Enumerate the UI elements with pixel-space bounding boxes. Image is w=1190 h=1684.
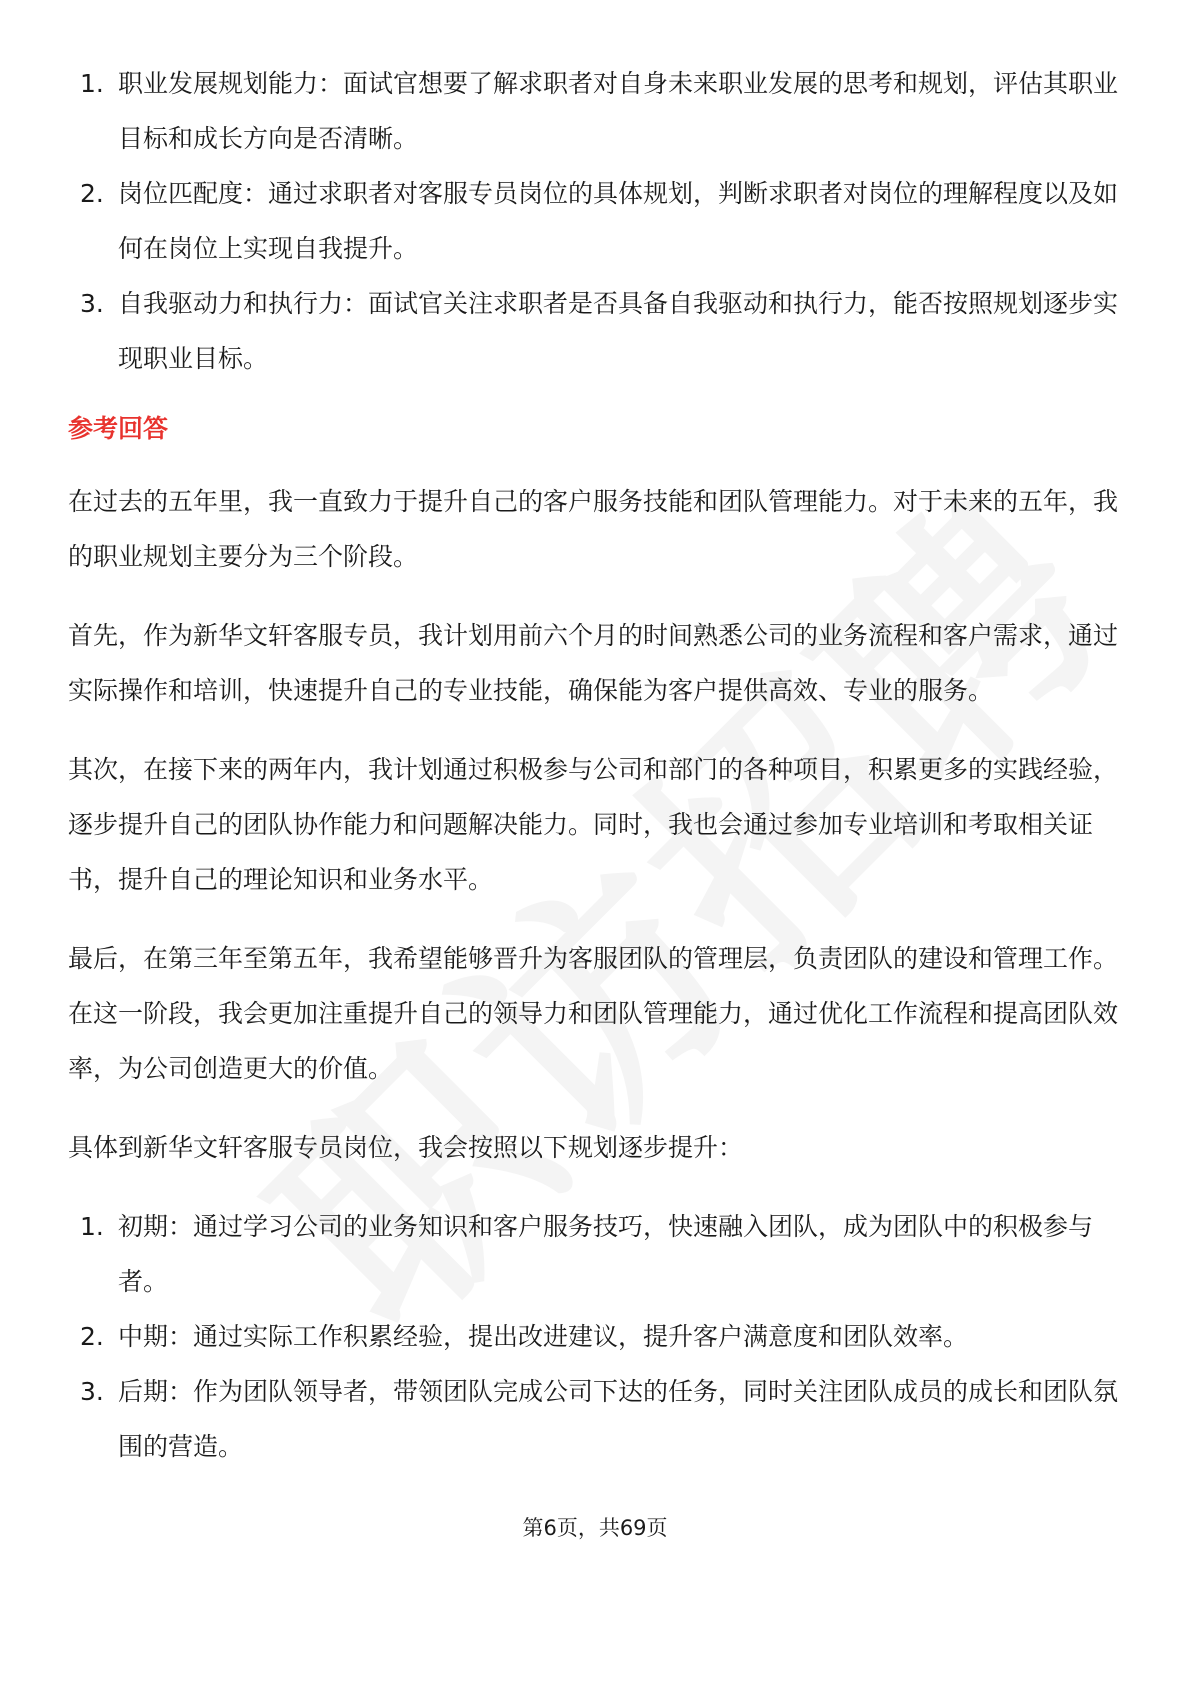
list-item bbox=[68, 1364, 1120, 1474]
list-text: 自我驱动力和执行力：面试官关注求职者是否具备自我驱动和执行力，能否按照规划逐步实现职业目标。 bbox=[118, 289, 1119, 373]
paragraph: 具体到新华文轩客服专员岗位，我会按照以下规划逐步提升： bbox=[68, 1133, 744, 1162]
page-content bbox=[68, 56, 1120, 1474]
list-text: 职业发展规划能力：面试官想要了解求职者对自身未来职业发展的思考和规划，评估其职业目标和成长方向是否清晰。 bbox=[118, 69, 1119, 153]
list-text: 初期：通过学习公司的业务知识和客户服务技巧，快速融入团队，成为团队中的积极参与者。 bbox=[118, 1212, 1094, 1296]
list-number: 1. bbox=[80, 69, 104, 98]
list-item bbox=[68, 166, 1120, 276]
plan-list bbox=[68, 1199, 1120, 1474]
list-text: 中期：通过实际工作积累经验，提出改进建议，提升客户满意度和团队效率。 bbox=[118, 1322, 969, 1351]
list-item bbox=[68, 1199, 1120, 1309]
list-number: 2. bbox=[80, 179, 104, 208]
paragraph: 首先，作为新华文轩客服专员，我计划用前六个月的时间熟悉公司的业务流程和客户需求，通过实际操作和培训，快速提升自己的专业技能，确保能为客户提供高效、专业的服务。 bbox=[68, 621, 1119, 705]
intent-list bbox=[68, 56, 1120, 386]
page-footer: 第6页，共69页 bbox=[522, 1516, 668, 1540]
list-text: 后期：作为团队领导者，带领团队完成公司下达的任务，同时关注团队成员的成长和团队氛围的营造。 bbox=[118, 1377, 1119, 1461]
list-item bbox=[68, 276, 1120, 386]
list-number: 1. bbox=[80, 1212, 104, 1241]
list-text: 岗位匹配度：通过求职者对客服专员岗位的具体规划，判断求职者对岗位的理解程度以及如何在岗位上实现自我提升。 bbox=[118, 179, 1119, 263]
list-number: 3. bbox=[80, 1377, 104, 1406]
list-item bbox=[68, 1309, 1120, 1364]
list-number: 2. bbox=[80, 1322, 104, 1351]
paragraph: 在过去的五年里，我一直致力于提升自己的客户服务技能和团队管理能力。对于未来的五年，我的职业规划主要分为三个阶段。 bbox=[68, 487, 1119, 571]
paragraph: 其次，在接下来的两年内，我计划通过积极参与公司和部门的各种项目，积累更多的实践经验，逐步提升自己的团队协作能力和问题解决能力。同时，我也会通过参加专业培训和考取相关证书，提升自己的理论知识和业务水平。 bbox=[68, 755, 1119, 894]
list-number: 3. bbox=[80, 289, 104, 318]
paragraph: 最后，在第三年至第五年，我希望能够晋升为客服团队的管理层，负责团队的建设和管理工作。在这一阶段，我会更加注重提升自己的领导力和团队管理能力，通过优化工作流程和提高团队效率，为公司创造更大的价值。 bbox=[68, 944, 1119, 1083]
list-item bbox=[68, 56, 1120, 166]
answer-heading: 参考回答 bbox=[68, 414, 169, 443]
